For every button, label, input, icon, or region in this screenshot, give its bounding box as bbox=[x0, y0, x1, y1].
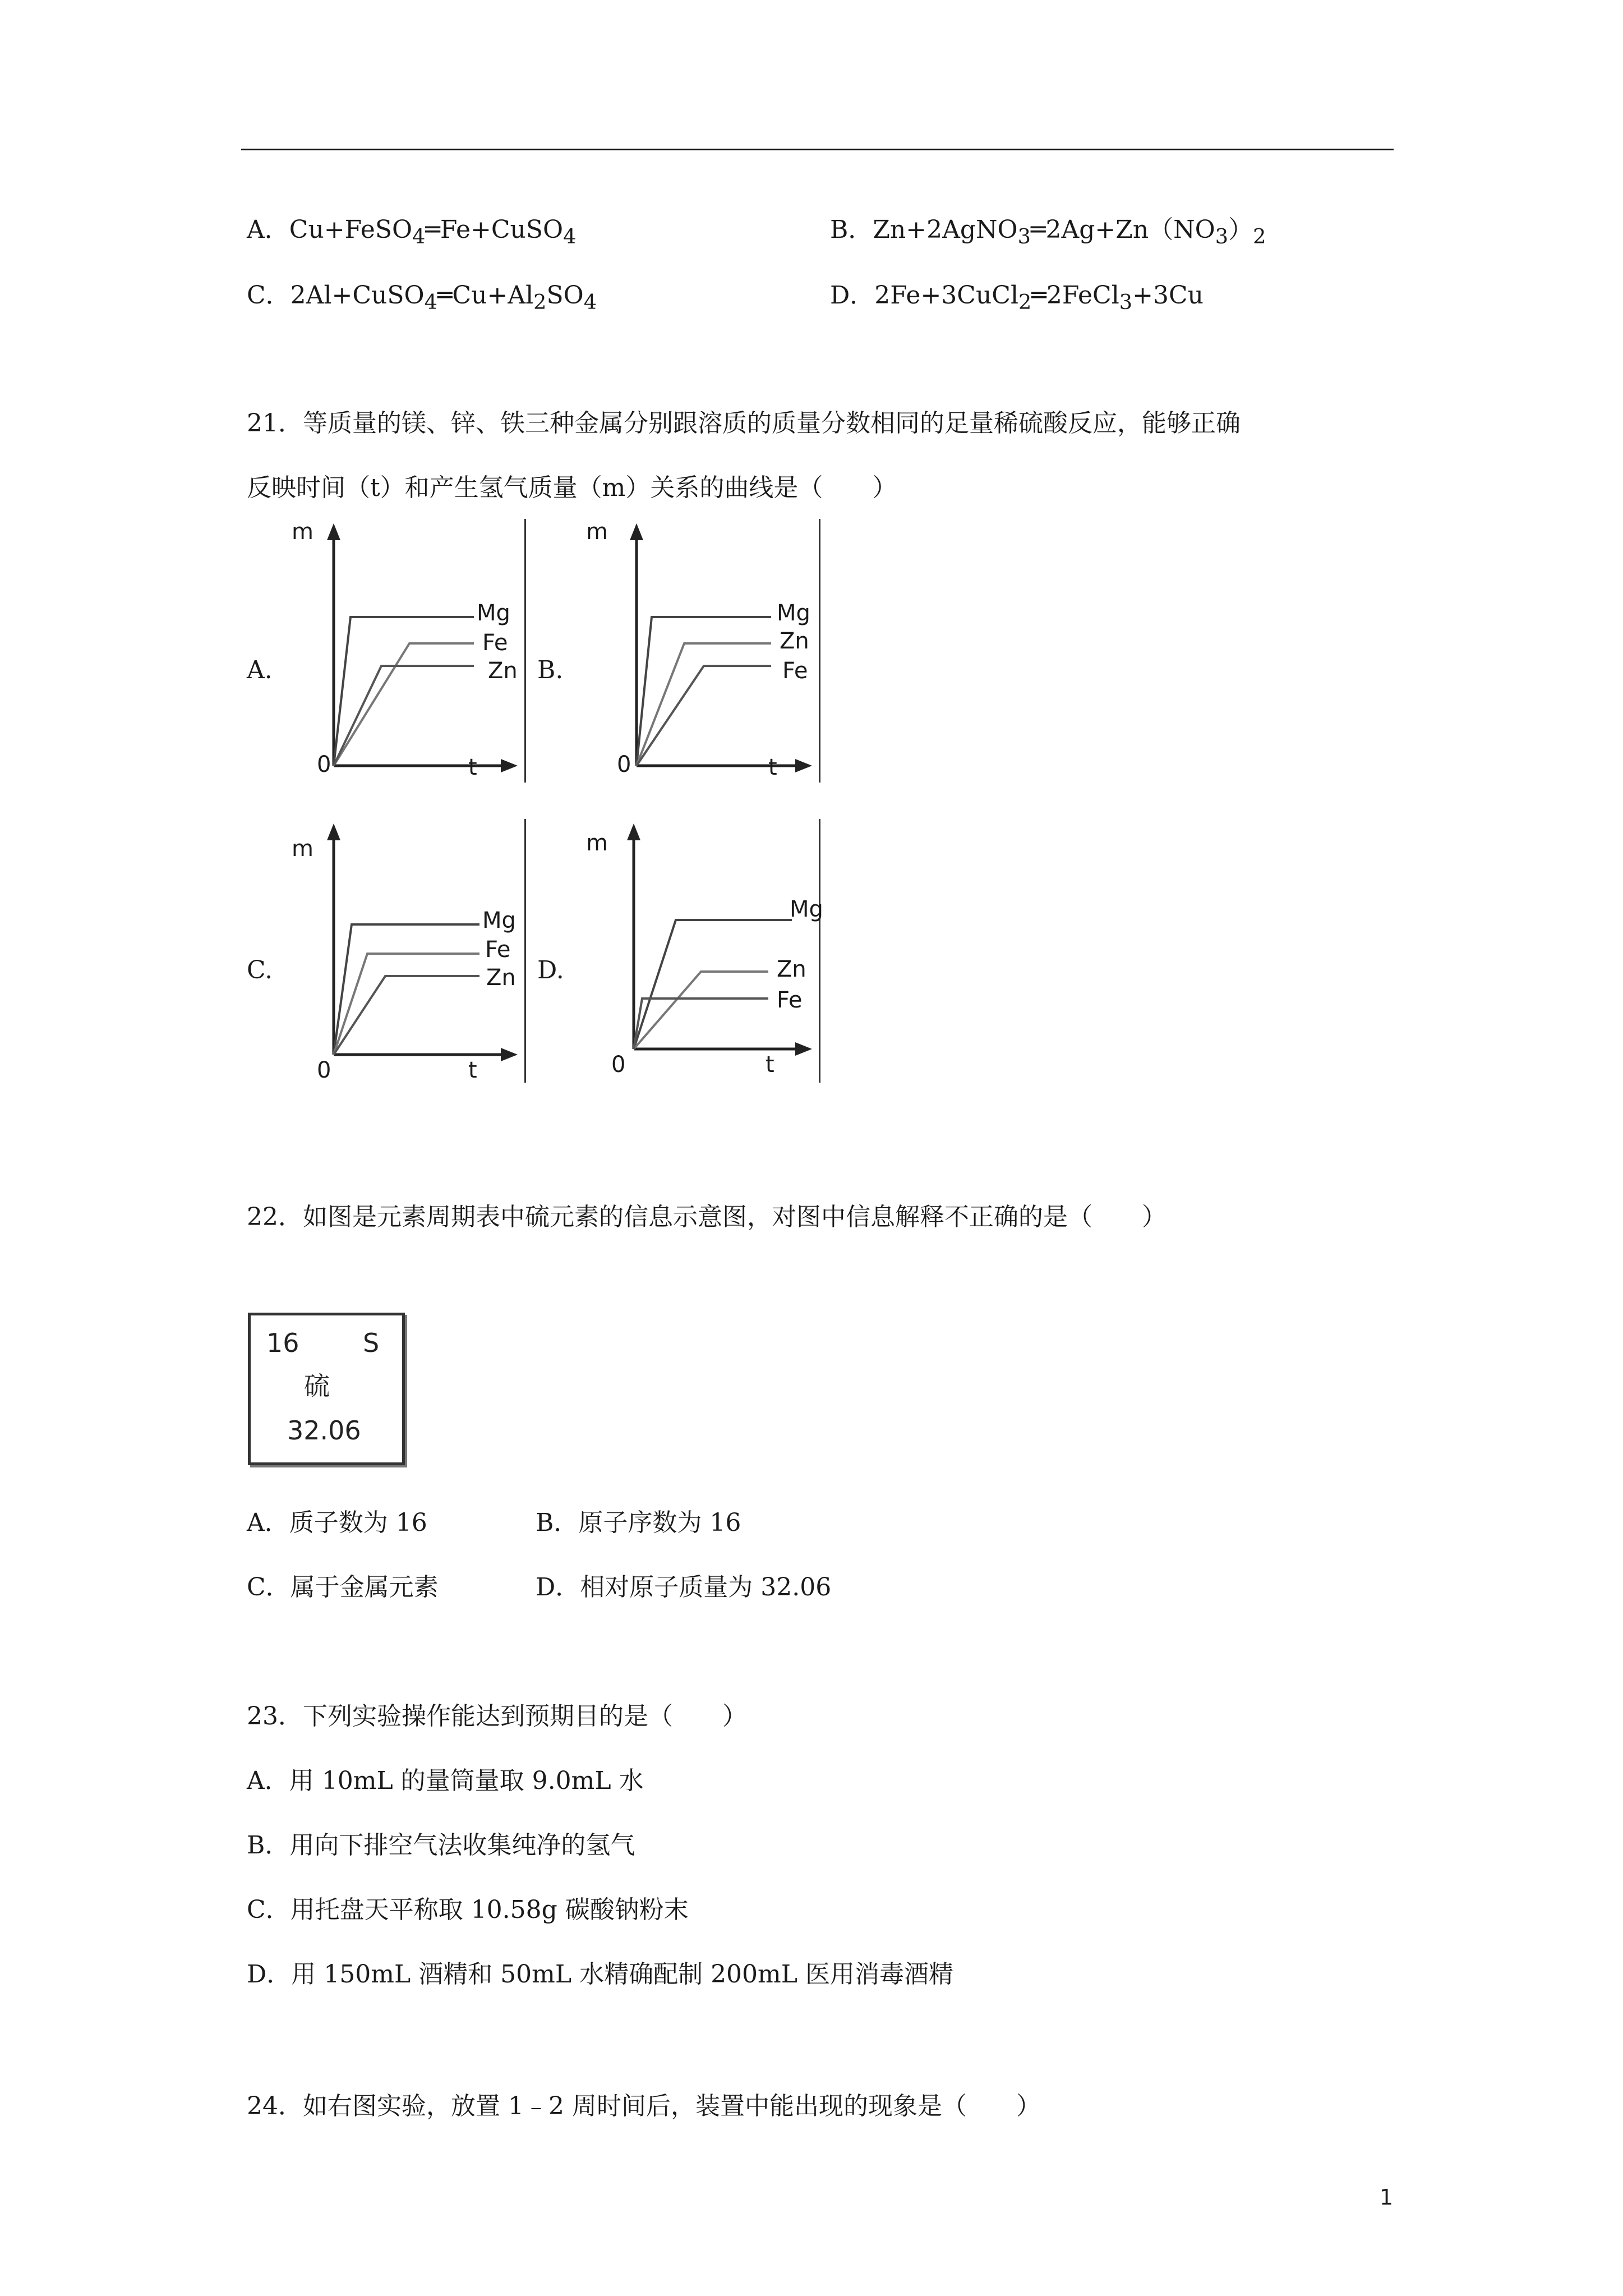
q22-option-a[interactable]: A．质子数为 16 bbox=[247, 1508, 427, 1537]
q21-stem-line2: 反映时间（t）和产生氢气质量（m）关系的曲线是（ ） bbox=[247, 473, 897, 502]
y-axis-arrow bbox=[327, 523, 340, 540]
curve-top bbox=[634, 920, 792, 1049]
q21-graph-d-plot bbox=[583, 819, 819, 1083]
series-label-top: Mg bbox=[790, 896, 823, 922]
q20-option-b-text: $Zn+2AgNO_3═2Ag+Zn(NO_3)_2$ bbox=[873, 215, 1266, 249]
curve-middle bbox=[334, 643, 474, 766]
series-label-middle: Fe bbox=[485, 937, 511, 963]
q20-option-c-text: $2Al+CuSO_4═Cu+Al_2SO_4$ bbox=[290, 281, 597, 314]
q21-graph-a[interactable] bbox=[289, 519, 526, 783]
q21-graph-c[interactable] bbox=[289, 819, 526, 1083]
q21-option-c-label[interactable]: C. bbox=[247, 956, 273, 984]
y-axis-label: m bbox=[586, 830, 608, 856]
atomic-mass: 32.06 bbox=[287, 1415, 361, 1446]
series-label-bottom: Fe bbox=[777, 987, 803, 1013]
y-axis-label: m bbox=[586, 519, 608, 545]
x-axis-label: t bbox=[468, 1057, 477, 1083]
q24-stem: 24．如右图实验，放置 1﹣2 周时间后，装置中能出现的现象是（ ） bbox=[247, 2092, 1041, 2120]
q21-option-b-label[interactable]: B. bbox=[537, 656, 564, 684]
x-axis-label: t bbox=[768, 754, 777, 780]
series-label-top: Mg bbox=[777, 600, 810, 626]
q21-graph-d[interactable] bbox=[583, 819, 823, 1083]
q23-option-d[interactable]: D．用 150mL 酒精和 50mL 水精确配制 200mL 医用消毒酒精 bbox=[247, 1960, 953, 1989]
q20-option-d-text: 2Fe+3CuCl$_2$═2FeCl$_3$+3Cu bbox=[874, 281, 1204, 314]
page-number: 1 bbox=[1379, 2185, 1393, 2210]
q22-option-c[interactable]: C．属于金属元素 bbox=[247, 1573, 439, 1602]
x-axis-arrow bbox=[795, 759, 812, 772]
series-label-bottom: Zn bbox=[488, 658, 518, 684]
origin-label: 0 bbox=[317, 752, 331, 777]
series-label-middle: Fe bbox=[482, 630, 508, 656]
y-axis-arrow bbox=[327, 823, 340, 840]
curve-bottom bbox=[634, 999, 768, 1049]
header-rule bbox=[241, 149, 1394, 150]
q22-stem: 22．如图是元素周期表中硫元素的信息示意图，对图中信息解释不正确的是（ ） bbox=[247, 1203, 1166, 1231]
x-axis-arrow bbox=[501, 1048, 518, 1061]
q21-stem-line1: 21．等质量的镁、锌、铁三种金属分别跟溶质的质量分数相同的足量稀硫酸反应，能够正确 bbox=[247, 409, 1241, 438]
sulfur-element-tile bbox=[248, 1313, 405, 1465]
curve-middle bbox=[637, 643, 771, 766]
y-axis-label: m bbox=[292, 519, 313, 545]
series-label-top: Mg bbox=[477, 600, 510, 626]
q22-option-b[interactable]: B．原子序数为 16 bbox=[536, 1508, 741, 1537]
origin-label: 0 bbox=[611, 1052, 626, 1078]
origin-label: 0 bbox=[317, 1057, 331, 1083]
series-label-bottom: Zn bbox=[486, 965, 516, 991]
q20-option-a[interactable]: A．Cu+FeSO$_4$═Fe+CuSO$_4$ bbox=[247, 215, 577, 249]
q23-stem: 23．下列实验操作能达到预期目的是（ ） bbox=[247, 1702, 747, 1731]
q22-option-d[interactable]: D．相对原子质量为 32.06 bbox=[536, 1573, 832, 1602]
x-axis-arrow bbox=[795, 1042, 812, 1056]
curve-bottom bbox=[334, 666, 474, 766]
q23-option-c[interactable]: C．用托盘天平称取 10.58g 碳酸钠粉末 bbox=[247, 1895, 689, 1924]
y-axis-arrow bbox=[630, 523, 643, 540]
atomic-number: 16 bbox=[266, 1328, 299, 1358]
q20-option-d[interactable]: D．2Fe+3CuCl$_2$═2FeCl$_3$+3Cu bbox=[830, 281, 1204, 314]
series-label-top: Mg bbox=[482, 908, 516, 933]
curve-middle bbox=[334, 954, 479, 1055]
element-symbol: S bbox=[363, 1328, 380, 1358]
y-axis-arrow bbox=[627, 823, 640, 840]
element-name: 硫 bbox=[304, 1371, 330, 1401]
q20-option-c[interactable]: C．$2Al+CuSO_4═Cu+Al_2SO_4$ bbox=[247, 281, 597, 314]
q23-option-a[interactable]: A．用 10mL 的量筒量取 9.0mL 水 bbox=[247, 1766, 644, 1795]
curve-top bbox=[334, 617, 474, 766]
q21-option-a-label[interactable]: A. bbox=[247, 656, 273, 684]
q21-graph-b[interactable] bbox=[583, 519, 820, 783]
curve-middle bbox=[634, 972, 768, 1049]
series-label-bottom: Fe bbox=[782, 658, 808, 684]
curve-top bbox=[637, 617, 771, 766]
q21-option-d-label[interactable]: D. bbox=[537, 956, 564, 984]
x-axis-label: t bbox=[766, 1052, 774, 1078]
series-label-middle: Zn bbox=[780, 628, 809, 654]
q20-option-b[interactable]: B．$Zn+2AgNO_3═2Ag+Zn(NO_3)_2$ bbox=[830, 215, 1266, 249]
origin-label: 0 bbox=[617, 752, 631, 777]
y-axis-label: m bbox=[292, 836, 313, 862]
q20-option-a-text: Cu+FeSO$_4$═Fe+CuSO$_4$ bbox=[289, 215, 577, 249]
q23-option-b[interactable]: B．用向下排空气法收集纯净的氢气 bbox=[247, 1831, 635, 1860]
series-label-middle: Zn bbox=[777, 956, 806, 982]
x-axis-label: t bbox=[468, 754, 477, 780]
x-axis-arrow bbox=[501, 759, 518, 772]
